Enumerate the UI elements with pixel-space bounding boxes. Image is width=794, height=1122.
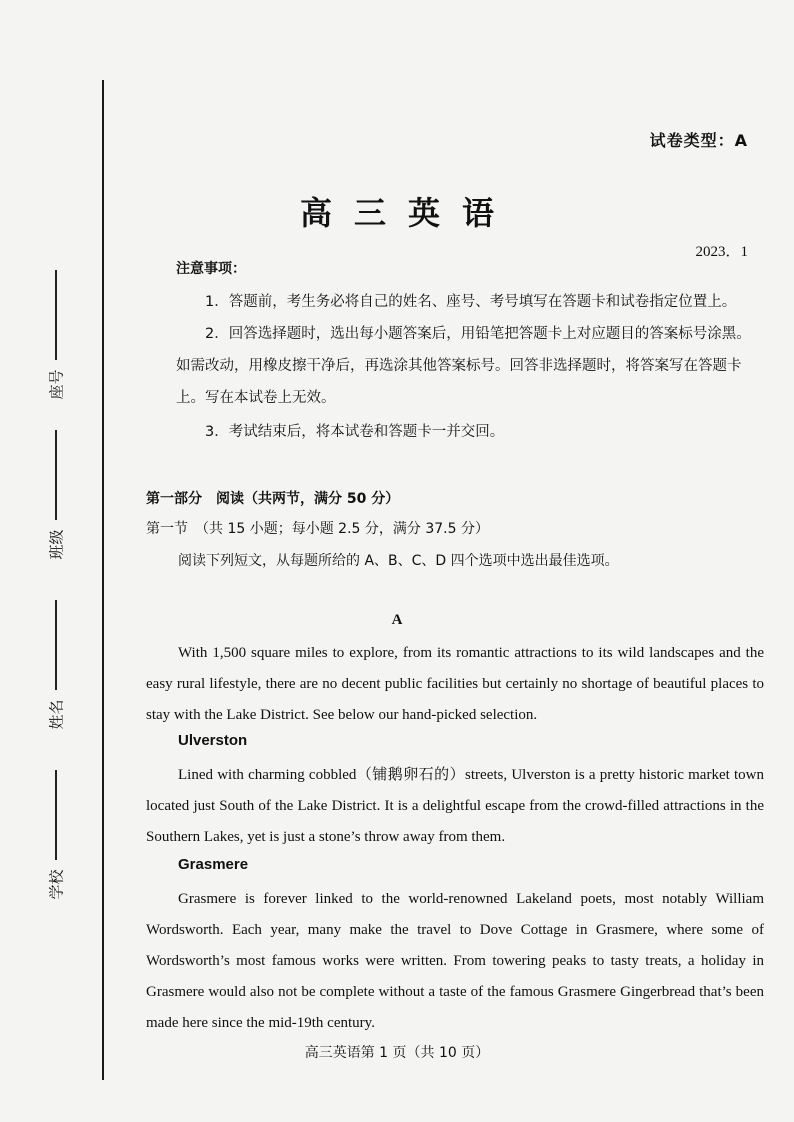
exam-title: 高三英语	[299, 194, 516, 232]
page-footer: 高三英语第 1 页（共 10 页）	[304, 1045, 490, 1061]
seat-label: 座号	[47, 369, 66, 400]
ulverston-paragraph: Lined with charming cobbled（铺鹅卵石的）streets, Ulverston is a pretty historic market town located just South of the Lake District. It is a delightful escape from the crowd-filled attractions in the Southern Lakes, yet is just a stone’s throw away from them.	[146, 767, 764, 845]
instruction-text: 阅读下列短文，从每题所给的 A、B、C、D 四个选项中选出最佳选项。	[178, 553, 619, 569]
paper-type: 试卷类型：A	[649, 131, 748, 150]
notice-item-3: 3．考试结束后，将本试卷和答题卡一并交回。	[205, 424, 505, 440]
section1-heading: 第一节 （共 15 小题；每小题 2.5 分，满分 37.5 分）	[146, 521, 489, 537]
school-blank-line	[55, 770, 57, 860]
exam-date: 2023．1	[695, 244, 748, 260]
ulverston-heading: Ulverston	[178, 732, 248, 749]
class-label: 班级	[47, 529, 66, 560]
school-field	[36, 770, 76, 900]
seat-blank-line	[55, 270, 57, 360]
part1-heading: 第一部分 阅读（共两节，满分 50 分）	[146, 491, 400, 507]
seat-field	[36, 270, 76, 400]
notice-item-2: 2．回答选择题时，选出每小题答案后，用铅笔把答题卡上对应题目的答案标号涂黑。如需改动，用橡皮擦干净后，再选涂其他答案标号。回答非选择题时，将答案写在答题卡上。写在本试卷上无效。	[176, 326, 751, 406]
class-field	[36, 430, 76, 560]
school-label: 学校	[47, 869, 66, 900]
notice-item-1: 1．答题前，考生务必将自己的姓名、座号、考号填写在答题卡和试卷指定位置上。	[205, 294, 737, 310]
class-blank-line	[55, 430, 57, 520]
passage-intro: With 1,500 square miles to explore, from its romantic attractions to its wild landscapes and the easy rural lifestyle, there are no decent public facilities but certainly no shortage of beautiful places to stay with the Lake District. See below our hand-picked selection.	[146, 645, 764, 723]
name-label: 姓名	[47, 699, 66, 730]
grasmere-paragraph: Grasmere is forever linked to the world-renowned Lakeland poets, most notably William Wordsworth. Each year, many make the travel to Dove Cottage in Grasmere, where some of Wordsworth’s most famous works were written. From towering peaks to tasty treats, a holiday in Grasmere would also not be complete without a taste of the famous Grasmere Gingerbread that’s been made here since the mid-19th century.	[146, 891, 764, 1031]
passage-letter: A	[391, 612, 403, 628]
grasmere-heading: Grasmere	[178, 856, 249, 873]
notice-title: 注意事项：	[176, 261, 246, 277]
